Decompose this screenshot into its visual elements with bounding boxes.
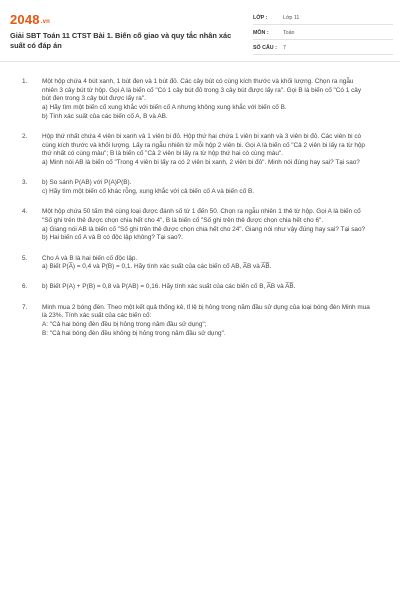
meta-value: Toán: [283, 30, 295, 36]
question-number: 7.: [22, 303, 28, 311]
document-meta: [253, 12, 393, 57]
question-4: [0, 208, 400, 243]
question-2: [0, 133, 400, 168]
question-part: b) Biết P(A) + P(B) = 0,8 và P(AB) = 0,16. Hãy tính xác suất của các biến cố B, A̅B và A̅B̅.: [42, 283, 296, 291]
question-part: b) So sánh P(AB) với P(A)P(B).: [42, 179, 132, 187]
question-part: a) Giang nói AB là biến cố "Số ghi trên thẻ được chọn chia hết cho 24". Giang nói như vậy đúng hay sai? Tại sao?: [42, 225, 366, 233]
question-text: Cho A và B là hai biến cố độc lập.: [42, 254, 138, 262]
question-part: b) Tính xác suất của các biến cố A, B và AB.: [42, 112, 168, 120]
meta-label: SỐ CÂU :: [253, 45, 277, 51]
question-part: c) Hãy tìm một biến cố khác rỗng, xung khắc với cả biến cố A và biến cố B.: [42, 188, 254, 196]
question-number: 4.: [22, 208, 28, 216]
page-header: [0, 0, 400, 62]
question-1: [0, 78, 400, 122]
question-number: 3.: [22, 179, 28, 187]
question-number: 1.: [22, 78, 28, 85]
document-title: Giải SBT Toán 11 CTST Bài 1. Biến cố giao và quy tắc nhân xác suất có đáp án: [10, 31, 232, 50]
meta-label: MÔN :: [253, 30, 269, 36]
question-part: A: "Cả hai bóng đèn đều bị hỏng trong năm đầu sử dụng";: [42, 321, 207, 329]
question-number: 5.: [22, 254, 28, 262]
question-list: [0, 78, 400, 350]
question-part: b) Hai biến cố A và B có độc lập không? Tại sao?.: [42, 234, 183, 242]
question-text: Một hộp chứa 4 bút xanh, 1 bút đen và 1 bút đỏ. Các cây bút có cùng kích thước và khối lượng. Chọn ra ngẫu nhiên 3 cây bút từ hộp. Gọi A là biến cố "Có 1 cây bút đỏ trong 3 cây bút được lấy ra". Gọi B là biến cố "Có 1 cây bút đen trong 3 cây bút được lấy ra".: [42, 78, 362, 103]
question-text: Minh mua 2 bóng đèn. Theo một kết quả thống kê, tỉ lệ bị hỏng trong năm đầu sử dụng của loại bóng đèn Minh mua là 23%. Tính xác suất của các biến cố:: [42, 303, 370, 320]
question-6: [0, 283, 400, 292]
question-part: a) Biết P(A̅) = 0,4 và P(B) = 0,1. Hãy tính xác suất của các biến cố AB, A̅B và A̅B̅.: [42, 263, 272, 271]
logo-number: 2048: [10, 12, 40, 27]
meta-value: 7: [283, 45, 286, 51]
question-number: 6.: [22, 283, 28, 291]
meta-label: LỚP :: [253, 15, 268, 21]
question-part: a) Minh nói AB là biến cố "Trong 4 viên bi lấy ra có 2 viên bi xanh, 2 viên bi đỏ". Minh nói đúng hay sai? Tại sao?: [42, 159, 360, 167]
meta-row-class: [253, 12, 393, 25]
question-part: B: "Cả hai bóng đèn đều không bị hỏng trong năm đầu sử dụng".: [42, 329, 226, 337]
question-7: [0, 304, 400, 339]
meta-value: Lớp 11: [283, 15, 300, 21]
question-5: [0, 255, 400, 272]
meta-row-subject: [253, 27, 393, 40]
question-text: Một hộp chứa 50 tấm thẻ cùng loại được đánh số từ 1 đến 50. Chọn ra ngẫu nhiên 1 thẻ từ hộp. Gọi A là biến cố "Số ghi trên thẻ được chọn chia hết cho 4", B là biến cố "Số ghi trên thẻ được chọn chia hết cho 6".: [42, 208, 361, 224]
site-logo[interactable]: [10, 12, 50, 27]
meta-row-count: [253, 42, 393, 55]
logo-suffix: .vn: [40, 19, 51, 25]
question-3: [0, 179, 400, 196]
question-text: Hộp thứ nhất chứa 4 viên bi xanh và 1 viên bi đỏ. Hộp thứ hai chứa 1 viên bi xanh và 3 viên bi đỏ. Các viên bi có cùng kích thước và khối lượng. Lấy ra ngẫu nhiên từ mỗi hộp 2 viên bi. Gọi A là biến cố "Cả 2 viên bi lấy ra từ hộp thứ nhất có cùng màu"; B là biến cố "Cả 2 viên bi lấy ra từ hộp thứ hai có cùng màu".: [42, 133, 365, 158]
question-part: a) Hãy tìm một biến cố xung khắc với biến cố A nhưng không xung khắc với biến cố B.: [42, 104, 287, 112]
question-number: 2.: [22, 133, 28, 141]
